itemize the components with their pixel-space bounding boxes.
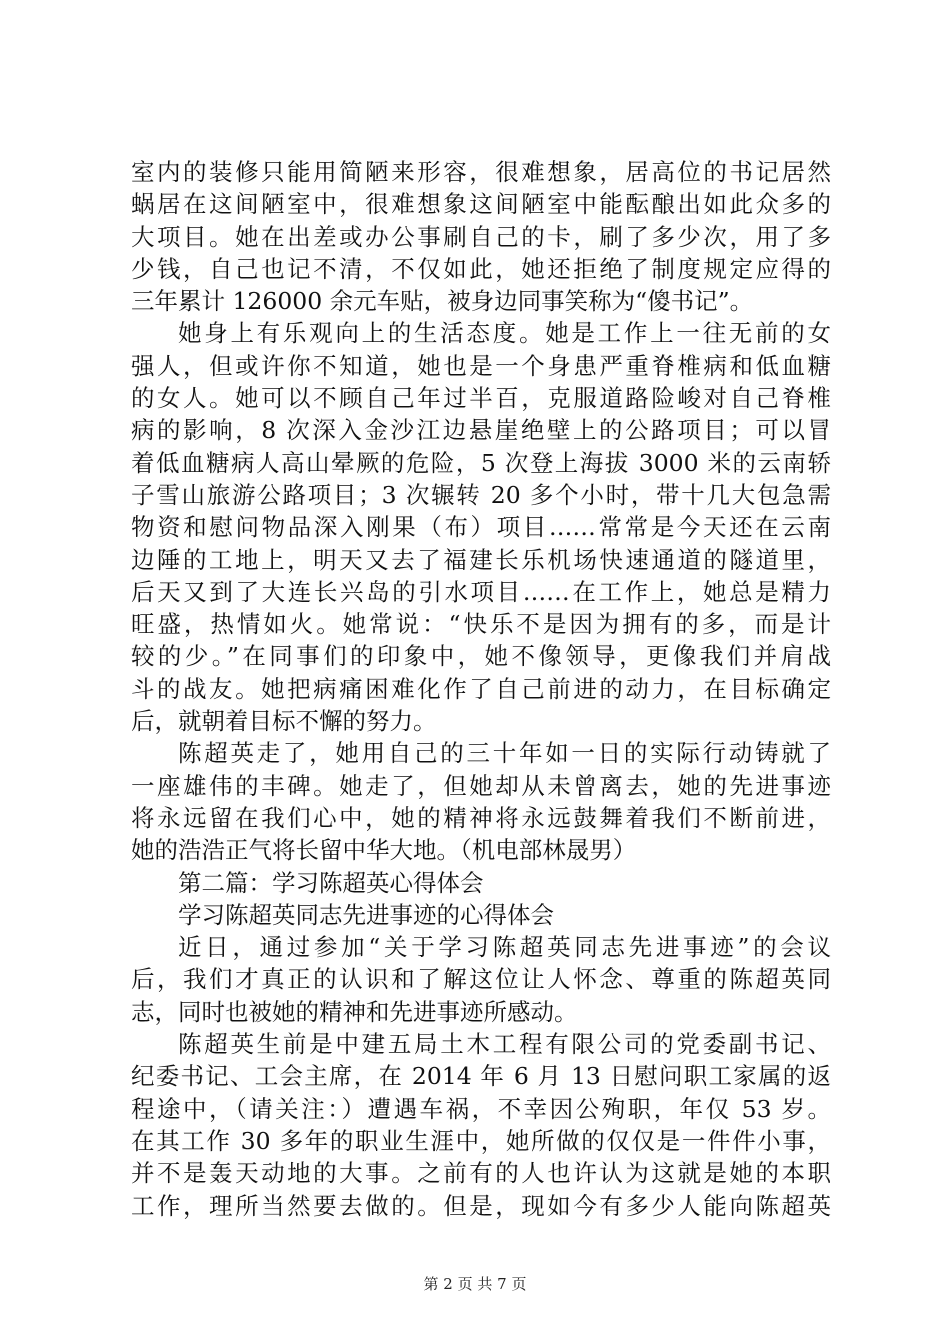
document-body: [131, 156, 831, 1222]
text-line: 陈超英生前是中建五局土木工程有限公司的党委副书记、: [178, 1030, 831, 1059]
text-line: 较的少。”在同事们的印象中，她不像领导，更像我们并肩战: [131, 642, 831, 671]
text-line: 第二篇：学习陈超英心得体会: [178, 868, 484, 897]
text-line: 病的影响，8 次深入金沙江边悬崖绝壁上的公路项目；可以冒: [131, 416, 831, 445]
text-line: 着低血糖病人高山晕厥的危险，5 次登上海拔 3000 米的云南轿: [131, 448, 831, 477]
text-line: 后，我们才真正的认识和了解这位让人怀念、尊重的陈超英同: [131, 965, 831, 994]
text-line: 室内的装修只能用简陋来形容，很难想象，居高位的书记居然: [131, 158, 831, 186]
text-line: 将永远留在我们心中，她的精神将永远鼓舞着我们不断前进，: [131, 803, 831, 832]
page-footer: 第 2 页 共 7 页: [423, 1275, 527, 1293]
text-line: 陈超英走了，她用自己的三十年如一日的实际行动铸就了: [178, 739, 831, 768]
text-line: 学习陈超英同志先进事迹的心得体会: [178, 900, 554, 929]
text-line: 在其工作 30 多年的职业生涯中，她所做的仅仅是一件件小事，: [131, 1126, 831, 1155]
text-line: 强人，但或许你不知道，她也是一个身患严重脊椎病和低血糖: [131, 351, 831, 380]
text-line: 斗的战友。她把病痛困难化作了自己前进的动力，在目标确定: [131, 674, 831, 703]
text-line: 边陲的工地上，明天又去了福建长乐机场快速通道的隧道里，: [131, 545, 831, 574]
text-line: 蜗居在这间陋室中，很难想象这间陋室中能酝酿出如此众多的: [131, 190, 831, 219]
text-line: 大项目。她在出差或办公事刷自己的卡，刷了多少次，用了多: [131, 222, 831, 251]
text-line: 程途中，（请关注：）遭遇车祸，不幸因公殉职，年仅 53 岁。: [131, 1094, 831, 1123]
text-line: 后，就朝着目标不懈的努力。: [131, 707, 437, 736]
text-line: 少钱，自己也记不清，不仅如此，她还拒绝了制度规定应得的: [131, 254, 831, 283]
text-line: 一座雄伟的丰碑。她走了，但她却从未曾离去，她的先进事迹: [131, 771, 831, 800]
text-line: 后天又到了大连长兴岛的引水项目……在工作上，她总是精力: [131, 577, 831, 606]
text-line: 物资和慰问物品深入刚果（布）项目……常常是今天还在云南: [131, 513, 831, 542]
text-line: 子雪山旅游公路项目；3 次辗转 20 多个小时，带十几大包急需: [131, 480, 831, 509]
text-line: 旺盛，热情如火。她常说：“快乐不是因为拥有的多，而是计: [131, 610, 831, 639]
text-line: 志，同时也被她的精神和先进事迹所感动。: [131, 997, 578, 1026]
text-line: 她身上有乐观向上的生活态度。她是工作上一往无前的女: [178, 319, 831, 348]
text-line: 三年累计 126000 余元车贴，被身边同事笑称为“傻书记”。: [131, 287, 754, 316]
text-line: 她的浩浩正气将长留中华大地。（机电部林晟男）: [131, 836, 637, 865]
text-line: 工作，理所当然要去做的。但是，现如今有多少人能向陈超英: [131, 1191, 831, 1220]
text-line: 纪委书记、工会主席，在 2014 年 6 月 13 日慰问职工家属的返: [131, 1062, 831, 1091]
text-line: 的女人。她可以不顾自己年过半百，克服道路险峻对自己脊椎: [131, 384, 831, 413]
text-line: 近日，通过参加“关于学习陈超英同志先进事迹”的会议: [178, 933, 831, 962]
text-line: 并不是轰天动地的大事。之前有的人也许认为这就是她的本职: [131, 1159, 831, 1188]
